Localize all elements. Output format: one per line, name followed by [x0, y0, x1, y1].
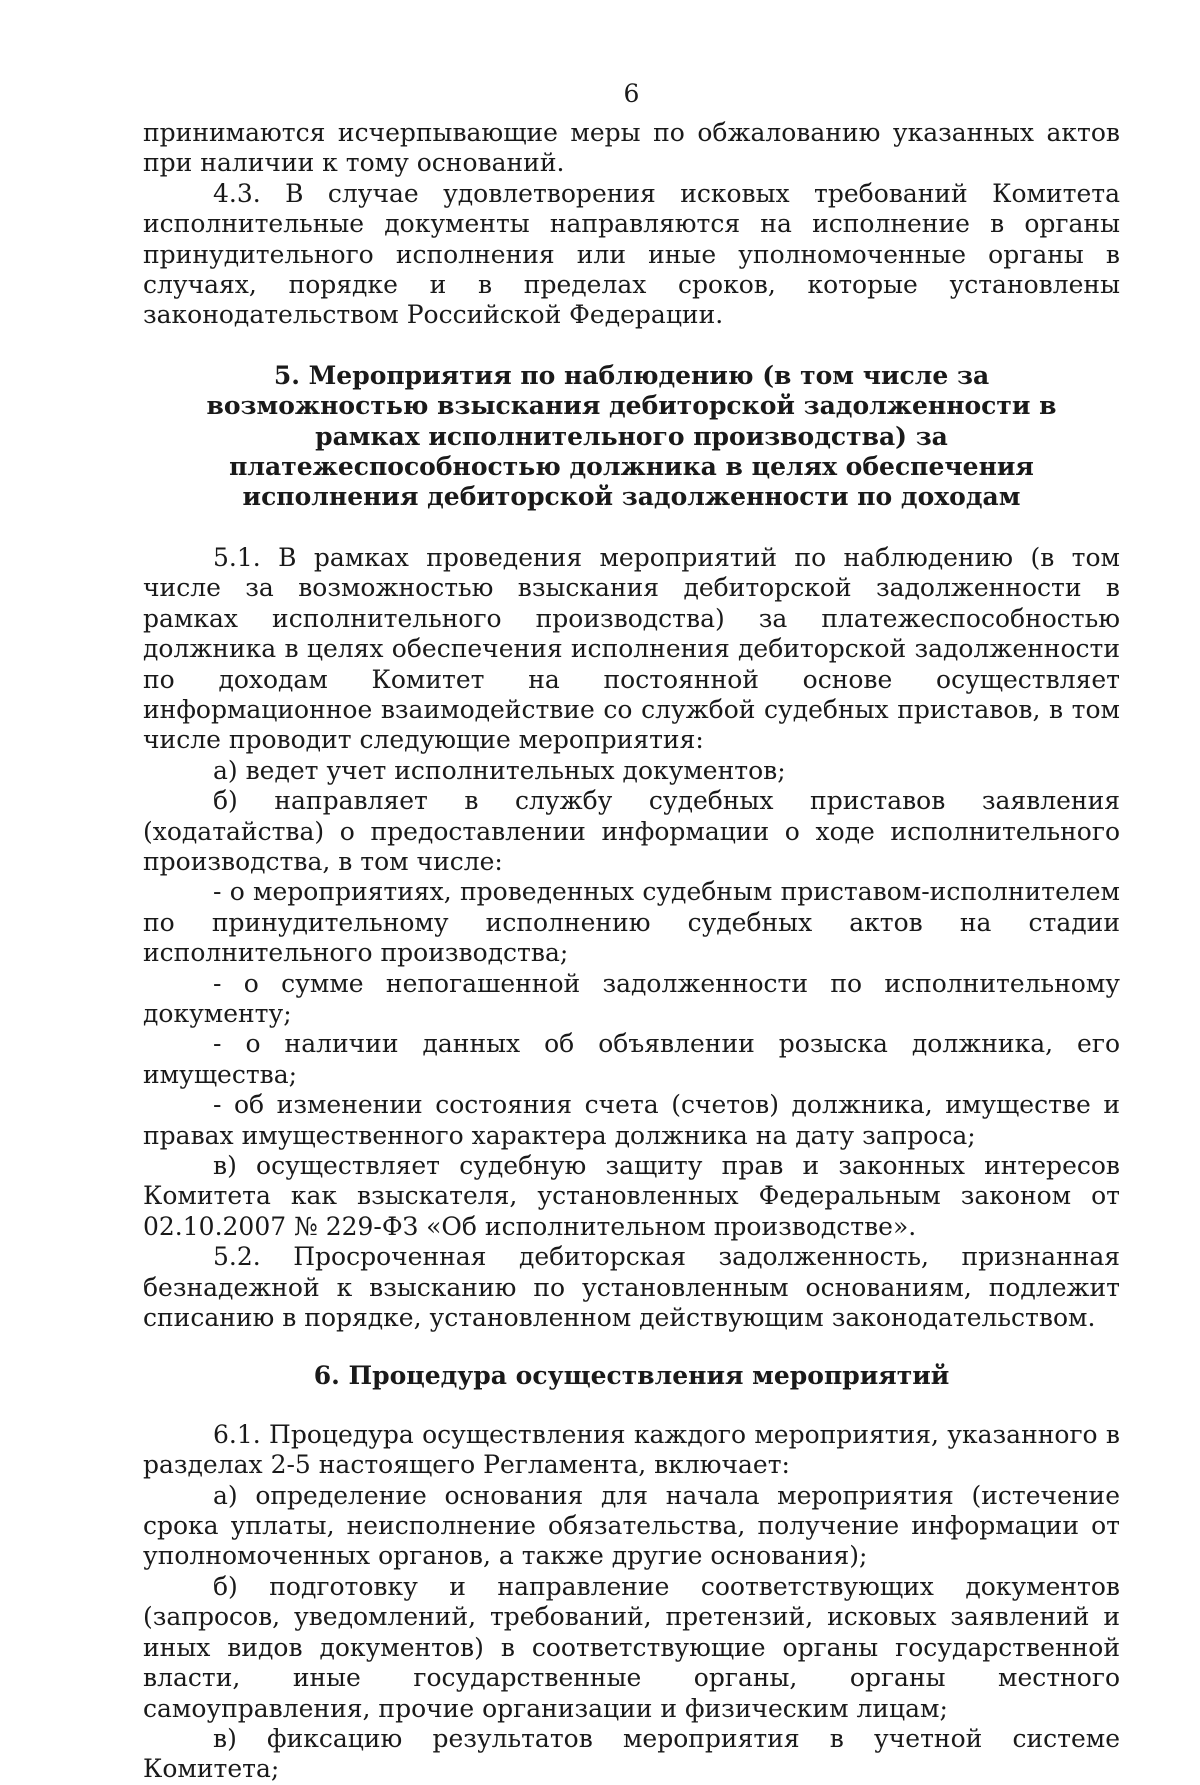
paragraph-5-1: 5.1. В рамках проведения мероприятий по наблюдению (в том числе за возможностью взыскания дебиторской задолженности в рамках исполнительного производства) за платежеспособностью должника в целях обеспечения исполнения дебиторской задолженности по доходам Комитет на постоянной основе осуществляет информационное взаимодействие со службой судебных приставов, в том числе проводит следующие мероприятия: [143, 542, 1120, 755]
paragraph-6-1: 6.1. Процедура осуществления каждого мероприятия, указанного в разделах 2-5 настоящего Регламента, включает: [143, 1419, 1120, 1480]
paragraph-continuation: принимаются исчерпывающие меры по обжалованию указанных актов при наличии к тому оснований. [143, 118, 1120, 178]
page-number: 6 [623, 79, 640, 108]
spacer [143, 1333, 1120, 1361]
section-5-heading: 5. Мероприятия по наблюдению (в том числе за возможностью взыскания дебиторской задолженности в рамках исполнительного производства) за платежеспособностью должника в целях обеспечения исполнения дебиторской задолженности по доходам [206, 360, 1057, 512]
sub-item-measures: - о мероприятиях, проведенных судебным приставом-исполнителем по принудительному исполнению судебных актов на стадии исполнительного производства; [143, 877, 1120, 968]
paragraph-5-2: 5.2. Просроченная дебиторская задолженность, признанная безнадежной к взысканию по установленным основаниям, подлежит списанию в порядке, установленном действующим законодательством. [143, 1242, 1120, 1333]
list-item-v: в) осуществляет судебную защиту прав и законных интересов Комитета как взыскателя, установленных Федеральным законом от 02.10.2007 № 229-ФЗ «Об исполнительном производстве». [143, 1151, 1120, 1241]
spacer [143, 1392, 1120, 1420]
document-page [143, 74, 1120, 1785]
list-item-a: а) определение основания для начала мероприятия (истечение срока уплаты, неисполнение обязательства, получение информации от уполномоченных органов, а также другие основания); [143, 1480, 1120, 1571]
paragraph-4-3: 4.3. В случае удовлетворения исковых требований Комитета исполнительные документы направляются на исполнение в органы принудительного исполнения или иные уполномоченные органы в случаях, порядке и в пределах сроков, которые установлены законодательством Российской Федерации. [143, 178, 1120, 330]
spacer [143, 331, 1120, 361]
spacer [143, 513, 1120, 543]
section-6-heading: 6. Процедура осуществления мероприятий [313, 1361, 950, 1391]
list-item-b: б) направляет в службу судебных приставов заявления (ходатайства) о предоставлении информации о ходе исполнительного производства, в том числе: [143, 786, 1120, 876]
list-item-a: а) ведет учет исполнительных документов; [213, 755, 786, 785]
list-item-v: в) фиксацию результатов мероприятия в учетной системе Комитета; [143, 1723, 1120, 1784]
sub-item-search: - о наличии данных об объявлении розыска должника, его имущества; [143, 1029, 1120, 1089]
sub-item-debt-sum: - о сумме непогашенной задолженности по исполнительному документу; [143, 968, 1120, 1028]
sub-item-account-state: - об изменении состояния счета (счетов) должника, имуществе и правах имущественного характера должника на дату запроса; [143, 1090, 1120, 1150]
list-item-b: б) подготовку и направление соответствующих документов (запросов, уведомлений, требований, претензий, исковых заявлений и иных видов документов) в соответствующие органы государственной власти, иные государственные органы, органы местного самоуправления, прочие организации и физическим лицам; [143, 1571, 1120, 1723]
